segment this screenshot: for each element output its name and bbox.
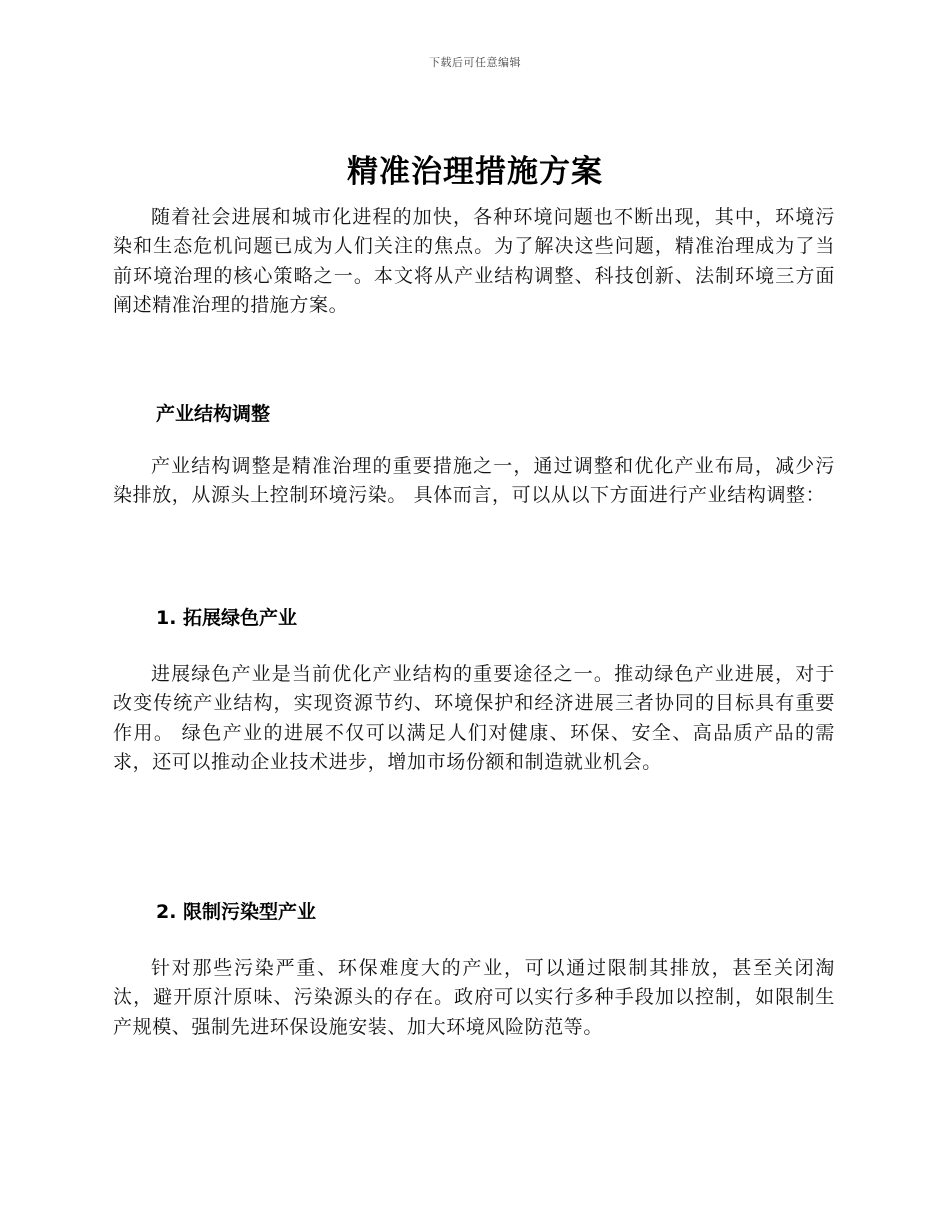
intro-paragraph: 随着社会进展和城市化进程的加快，各种环境问题也不断出现，其中，环境污染和生态危机问题已成为人们关注的焦点。为了解决这些问题，精准治理成为了当前环境治理的核心策略之一。本文将从产业结构调整、科技创新、法制环境三方面阐述精准治理的措施方案。 <box>113 206 835 316</box>
subheading-green-industry: 1. 拓展绿色产业 <box>156 607 298 629</box>
section-heading-structure: 产业结构调整 <box>156 403 271 425</box>
restrict-polluting-paragraph: 针对那些污染严重、环保难度大的产业，可以通过限制其排放，甚至关闭淘汰，避开原汁原味、污染源头的存在。政府可以实行多种手段加以控制，如限制生产规模、强制先进环保设施安装、加大环境风险防范等。 <box>113 957 835 1038</box>
subheading-restrict-polluting: 2. 限制污染型产业 <box>156 901 317 923</box>
green-industry-paragraph: 进展绿色产业是当前优化产业结构的重要途径之一。推动绿色产业进展，对于改变传统产业结构，实现资源节约、环境保护和经济进展三者协同的目标具有重要作用。 绿色产业的进展不仅可以满足人们对健康、环保、安全、高品质产品的需求，还可以推动企业技术进步，增加市场份额和制造就业机会。 <box>113 663 835 773</box>
structure-paragraph: 产业结构调整是精准治理的重要措施之一，通过调整和优化产业布局，减少污染排放，从源头上控制环境污染。 具体而言，可以从以下方面进行产业结构调整： <box>113 455 835 507</box>
header-note: 下载后可任意编辑 <box>429 56 521 69</box>
document-title: 精准治理措施方案 <box>347 154 603 190</box>
